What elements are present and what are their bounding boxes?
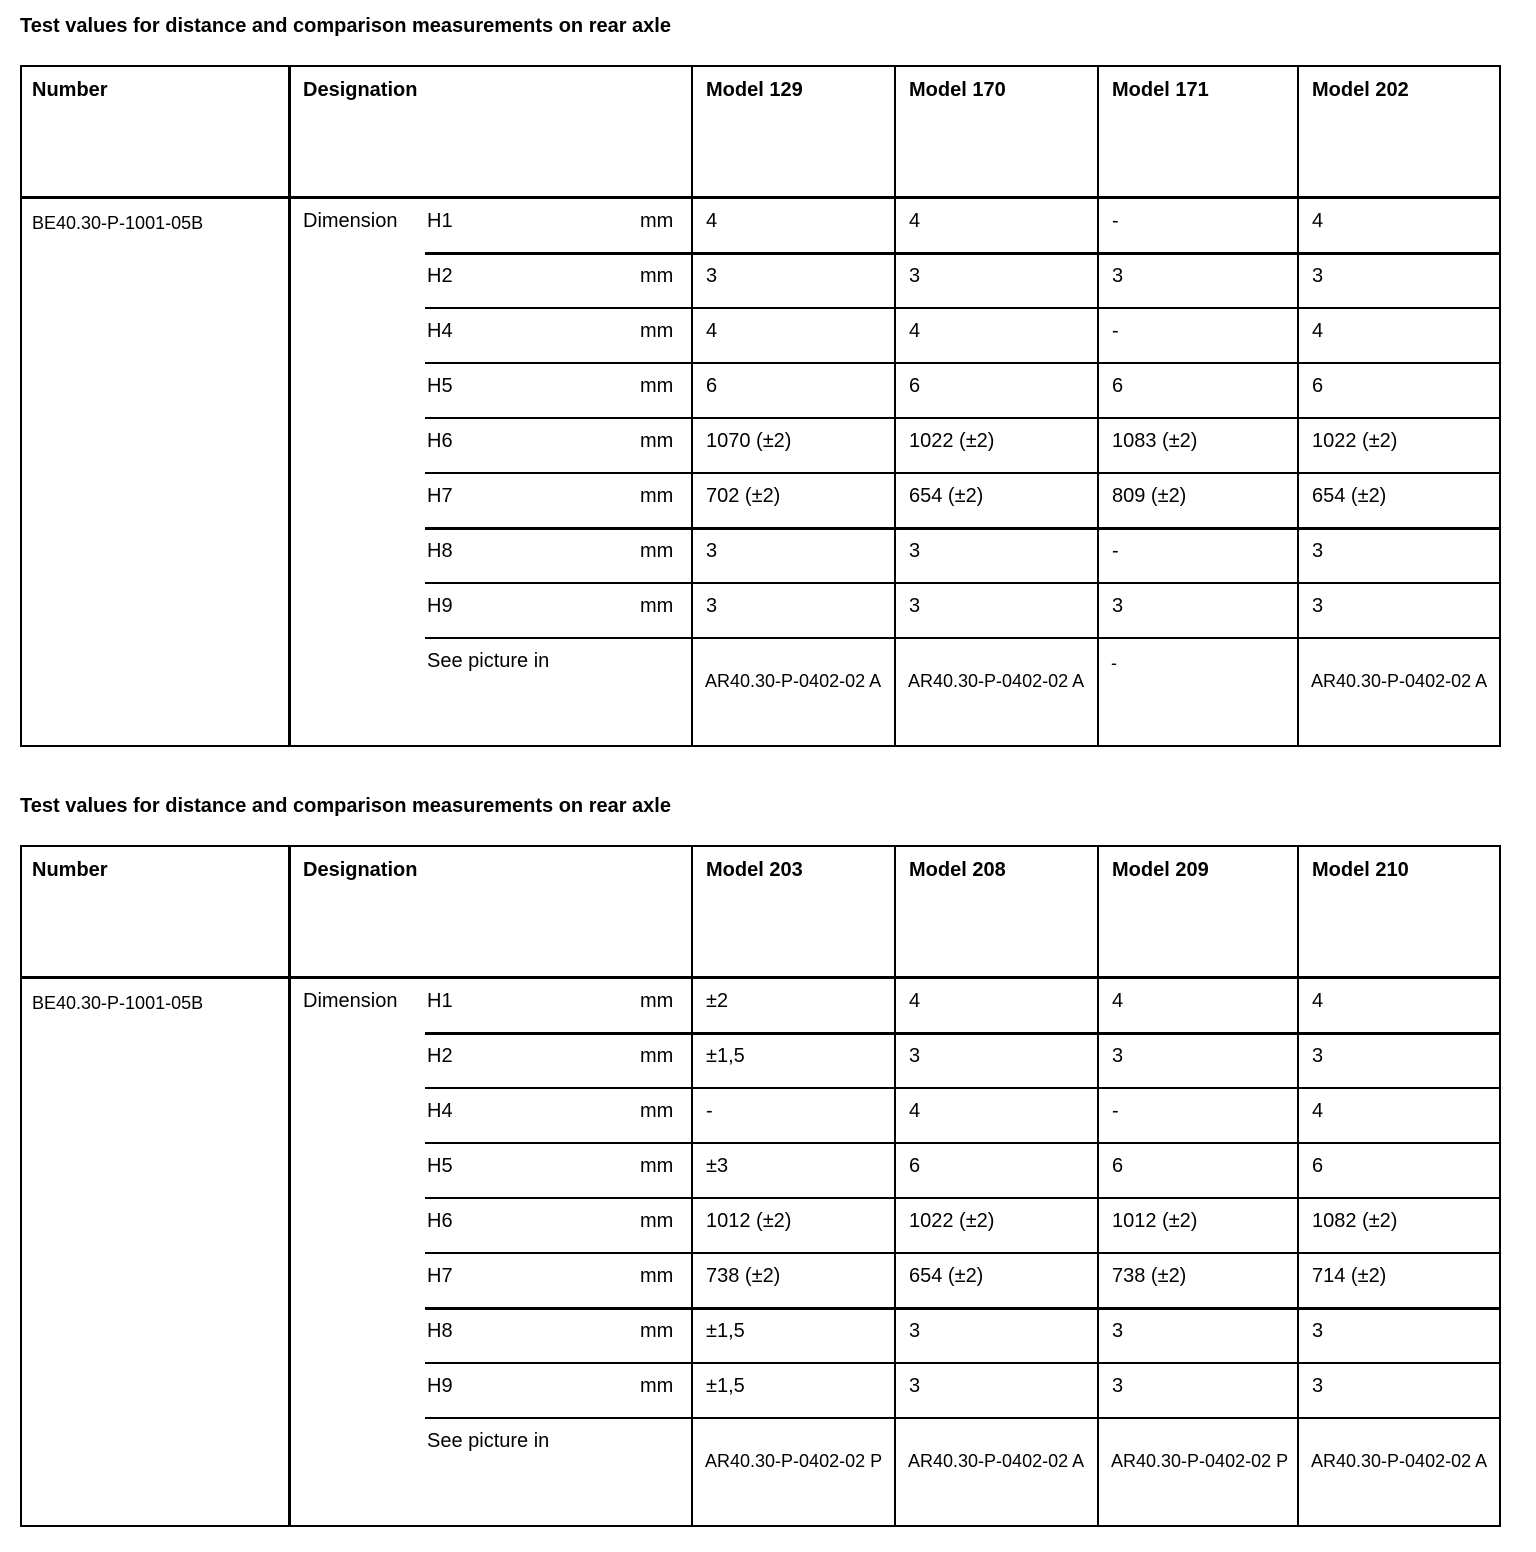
table-cell: - — [1112, 320, 1119, 342]
table-cell: 4 — [1112, 990, 1124, 1012]
row-unit: mm — [640, 320, 674, 342]
picture-reference: AR40.30-P-0402-02 P — [705, 1451, 883, 1471]
column-divider — [691, 847, 693, 1525]
header-model: Model 209 — [1112, 859, 1209, 881]
table-section-1 — [20, 14, 1501, 747]
row-unit: mm — [640, 1320, 674, 1342]
table-cell: 714 (±2) — [1312, 1265, 1387, 1287]
row-label: H9 — [427, 1375, 453, 1397]
table-cell: 654 (±2) — [909, 485, 984, 507]
row-label: H7 — [427, 485, 453, 507]
table-cell: 3 — [706, 540, 718, 562]
number-value: BE40.30-P-1001-05B — [32, 213, 204, 233]
table-cell: 1070 (±2) — [706, 430, 792, 452]
table-cell: ±2 — [706, 990, 729, 1012]
row-divider — [425, 1142, 1499, 1144]
row-unit: mm — [640, 1045, 674, 1067]
table-cell: 1012 (±2) — [1112, 1210, 1198, 1232]
row-label: H1 — [427, 990, 453, 1012]
picture-reference: AR40.30-P-0402-02 A — [1311, 671, 1488, 691]
table-cell: 4 — [706, 210, 718, 232]
row-divider — [425, 1197, 1499, 1199]
column-divider — [1297, 847, 1299, 1525]
row-divider — [425, 1032, 1499, 1035]
row-divider — [425, 1362, 1499, 1364]
table-cell: 3 — [706, 595, 718, 617]
picture-reference: AR40.30-P-0402-02 P — [1111, 1451, 1289, 1471]
table-cell: 1082 (±2) — [1312, 1210, 1398, 1232]
table-cell: 3 — [1312, 1045, 1324, 1067]
row-label: H8 — [427, 540, 453, 562]
table-cell: 4 — [1312, 1100, 1324, 1122]
column-divider — [1097, 67, 1099, 745]
row-label: H5 — [427, 1155, 453, 1177]
row-divider — [425, 582, 1499, 584]
table-cell: 4 — [1312, 320, 1324, 342]
column-divider — [1297, 67, 1299, 745]
table-cell: ±3 — [706, 1155, 729, 1177]
row-divider — [425, 1252, 1499, 1254]
row-unit: mm — [640, 430, 674, 452]
table-cell: 1022 (±2) — [1312, 430, 1398, 452]
table-cell: 4 — [706, 320, 718, 342]
row-unit: mm — [640, 375, 674, 397]
table-cell: 738 (±2) — [706, 1265, 781, 1287]
table-cell: 6 — [1312, 1155, 1324, 1177]
table-cell: 3 — [706, 265, 718, 287]
column-divider — [288, 847, 291, 1525]
row-unit: mm — [640, 540, 674, 562]
picture-reference: AR40.30-P-0402-02 A — [908, 671, 1085, 691]
table-cell: 3 — [909, 1375, 921, 1397]
table-cell: 654 (±2) — [1312, 485, 1387, 507]
picture-row-label: See picture in — [427, 1430, 550, 1452]
table-cell: 6 — [1112, 375, 1124, 397]
table-cell: 3 — [1112, 1375, 1124, 1397]
picture-reference: AR40.30-P-0402-02 A — [1311, 1451, 1488, 1471]
column-divider — [691, 67, 693, 745]
header-model: Model 129 — [706, 79, 803, 101]
row-label: H9 — [427, 595, 453, 617]
table-cell: 3 — [1112, 265, 1124, 287]
table-cell: 4 — [1312, 210, 1324, 232]
table-cell: 3 — [909, 595, 921, 617]
row-unit: mm — [640, 595, 674, 617]
table-cell: 3 — [1112, 1320, 1124, 1342]
header-number: Number — [32, 79, 108, 101]
picture-reference: - — [1111, 653, 1117, 673]
column-divider — [288, 67, 291, 745]
header-model: Model 170 — [909, 79, 1006, 101]
row-divider — [425, 252, 1499, 255]
header-number: Number — [32, 859, 108, 881]
table-cell: - — [1112, 210, 1119, 232]
table-cell: 3 — [1312, 1320, 1324, 1342]
table-cell: 4 — [909, 1100, 921, 1122]
table-cell: 4 — [909, 990, 921, 1012]
row-divider — [425, 1307, 1499, 1310]
row-label: H4 — [427, 1100, 453, 1122]
table-cell: 654 (±2) — [909, 1265, 984, 1287]
table-cell: 6 — [909, 1155, 921, 1177]
row-label: H6 — [427, 1210, 453, 1232]
header-designation: Designation — [303, 79, 418, 101]
picture-reference: AR40.30-P-0402-02 A — [908, 1451, 1085, 1471]
measurement-table — [20, 65, 1501, 747]
table-cell: 3 — [909, 540, 921, 562]
picture-reference: AR40.30-P-0402-02 A — [705, 671, 882, 691]
header-model: Model 210 — [1312, 859, 1409, 881]
table-cell: ±1,5 — [706, 1320, 745, 1342]
table-cell: 6 — [1312, 375, 1324, 397]
table-cell: ±1,5 — [706, 1375, 745, 1397]
picture-row-label: See picture in — [427, 650, 550, 672]
column-divider — [1097, 847, 1099, 1525]
table-cell: 1083 (±2) — [1112, 430, 1198, 452]
table-cell: 3 — [909, 1045, 921, 1067]
table-cell: 3 — [1312, 265, 1324, 287]
row-unit: mm — [640, 1100, 674, 1122]
row-label: H6 — [427, 430, 453, 452]
row-unit: mm — [640, 990, 674, 1012]
table-cell: - — [1112, 1100, 1119, 1122]
row-unit: mm — [640, 1210, 674, 1232]
row-label: H7 — [427, 1265, 453, 1287]
row-label: H8 — [427, 1320, 453, 1342]
table-cell: 738 (±2) — [1112, 1265, 1187, 1287]
table-cell: 1022 (±2) — [909, 430, 995, 452]
number-value: BE40.30-P-1001-05B — [32, 993, 204, 1013]
column-divider — [894, 847, 896, 1525]
table-cell: 3 — [1112, 595, 1124, 617]
table-title: Test values for distance and comparison measurements on rear axle — [20, 795, 671, 817]
row-label: H2 — [427, 265, 453, 287]
row-divider — [425, 1087, 1499, 1089]
header-model: Model 208 — [909, 859, 1006, 881]
row-label: H4 — [427, 320, 453, 342]
row-label: H1 — [427, 210, 453, 232]
row-divider — [425, 472, 1499, 474]
header-divider — [22, 976, 1499, 979]
row-label: H2 — [427, 1045, 453, 1067]
table-cell: 3 — [1312, 540, 1324, 562]
row-divider — [425, 417, 1499, 419]
row-unit: mm — [640, 1155, 674, 1177]
row-unit: mm — [640, 210, 674, 232]
table-cell: 6 — [706, 375, 718, 397]
table-title: Test values for distance and comparison measurements on rear axle — [20, 15, 671, 37]
table-cell: 6 — [909, 375, 921, 397]
row-unit: mm — [640, 1375, 674, 1397]
header-divider — [22, 196, 1499, 199]
table-cell: - — [706, 1100, 713, 1122]
table-cell: 4 — [909, 210, 921, 232]
table-cell: 1022 (±2) — [909, 1210, 995, 1232]
table-cell: 3 — [1312, 595, 1324, 617]
table-cell: 6 — [1112, 1155, 1124, 1177]
designation-label: Dimension — [303, 990, 398, 1012]
table-cell: - — [1112, 540, 1119, 562]
row-unit: mm — [640, 265, 674, 287]
table-cell: 3 — [909, 1320, 921, 1342]
table-cell: 3 — [1112, 1045, 1124, 1067]
row-divider — [425, 1417, 1499, 1419]
table-cell: 702 (±2) — [706, 485, 781, 507]
row-label: H5 — [427, 375, 453, 397]
table-cell: 4 — [909, 320, 921, 342]
header-model: Model 171 — [1112, 79, 1209, 101]
row-divider — [425, 637, 1499, 639]
table-cell: 4 — [1312, 990, 1324, 1012]
table-cell: 3 — [1312, 1375, 1324, 1397]
column-divider — [894, 67, 896, 745]
table-cell: 809 (±2) — [1112, 485, 1187, 507]
header-designation: Designation — [303, 859, 418, 881]
header-model: Model 202 — [1312, 79, 1409, 101]
measurement-table — [20, 845, 1501, 1527]
row-divider — [425, 527, 1499, 530]
table-section-2 — [20, 794, 1501, 1527]
designation-label: Dimension — [303, 210, 398, 232]
table-cell: 1012 (±2) — [706, 1210, 792, 1232]
header-model: Model 203 — [706, 859, 803, 881]
row-unit: mm — [640, 1265, 674, 1287]
row-unit: mm — [640, 485, 674, 507]
row-divider — [425, 362, 1499, 364]
row-divider — [425, 307, 1499, 309]
table-cell: ±1,5 — [706, 1045, 745, 1067]
table-cell: 3 — [909, 265, 921, 287]
